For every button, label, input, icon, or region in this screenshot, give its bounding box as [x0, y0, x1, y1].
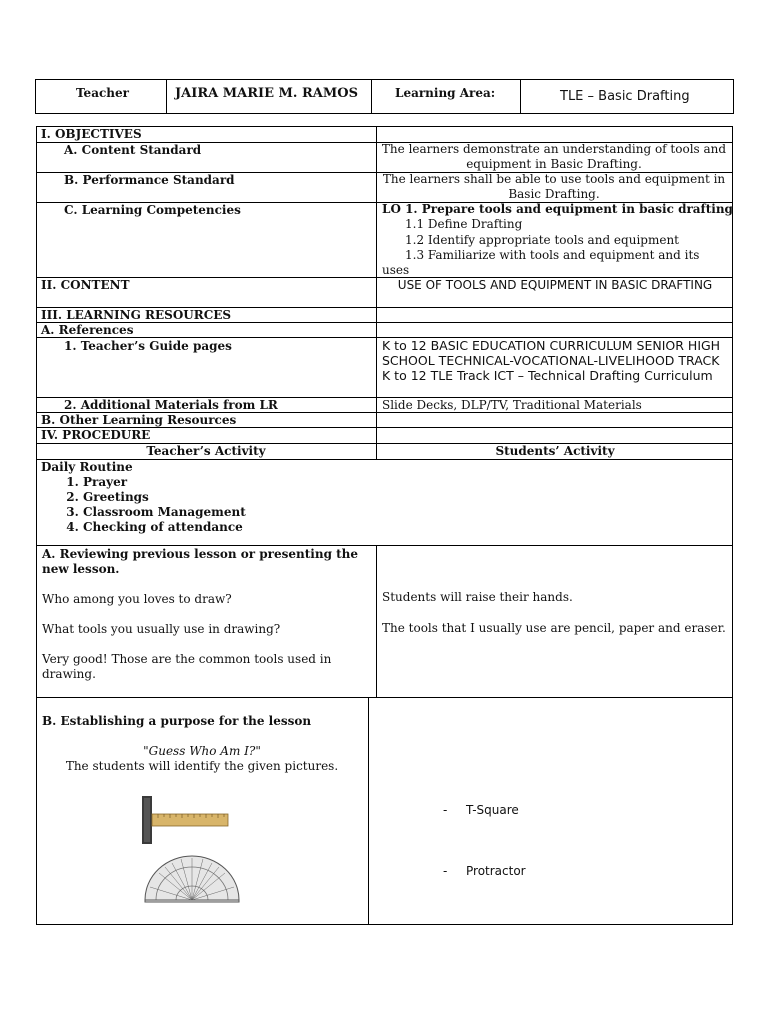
content-standard-label: A. Content Standard	[64, 143, 202, 157]
learning-competencies-label: C. Learning Competencies	[64, 203, 241, 217]
teacher-question-1: Who among you loves to draw?	[42, 592, 232, 606]
references-label: A. References	[41, 323, 134, 337]
other-resources-label: B. Other Learning Resources	[41, 413, 237, 427]
competency-item: 1.1 Define Drafting	[405, 217, 523, 231]
learning-area-value: TLE – Basic Drafting	[560, 89, 690, 104]
content-text: USE OF TOOLS AND EQUIPMENT IN BASIC DRAFTING	[397, 278, 713, 292]
performance-standard-text: The learners shall be able to use tools and equipment in Basic Drafting.	[382, 172, 726, 201]
routine-item: 3. Classroom Management	[83, 505, 363, 520]
student-activity-header: Students’ Activity	[495, 444, 615, 458]
column-divider-upper	[376, 126, 377, 459]
daily-routine-list	[43, 475, 363, 535]
game-title: "Guess Who Am I?"	[143, 744, 261, 758]
resources-title: III. LEARNING RESOURCES	[41, 308, 232, 322]
teacher-activity-header: Teacher’s Activity	[146, 444, 266, 458]
header-divider-1	[166, 79, 167, 114]
competencies-title: LO 1. Prepare tools and equipment in basic drafting	[382, 202, 733, 216]
teachers-guide-label: 1. Teacher’s Guide pages	[64, 339, 232, 353]
additional-materials-text: Slide Decks, DLP/TV, Traditional Materials	[382, 398, 642, 412]
routine-item: 4. Checking of attendance	[83, 520, 363, 535]
row-rule	[36, 459, 733, 460]
answer-bullet: -	[443, 864, 448, 878]
answer-protractor: Protractor	[466, 864, 526, 878]
row-rule	[36, 697, 733, 698]
competency-item: 1.3 Familiarize with tools and equipment and its uses	[382, 248, 700, 277]
routine-item: 2. Greetings	[83, 490, 363, 505]
purpose-title: B. Establishing a purpose for the lesson	[42, 714, 312, 728]
teacher-name: JAIRA MARIE M. RAMOS	[175, 86, 358, 101]
teacher-remark: Very good! Those are the common tools used in drawing.	[42, 652, 332, 681]
content-label: II. CONTENT	[41, 278, 130, 292]
student-answer-1: Students will raise their hands.	[382, 590, 573, 604]
answer-bullet: -	[443, 803, 448, 817]
teacher-question-2: What tools you usually use in drawing?	[42, 622, 281, 636]
additional-materials-label: 2. Additional Materials from LR	[64, 398, 278, 412]
teachers-guide-text: K to 12 BASIC EDUCATION CURRICULUM SENIOR HIGH SCHOOL TECHNICAL-VOCATIONAL-LIVELIHOOD TRACK K to 12 TLE Track ICT – Technical Drafting Curriculum	[382, 338, 721, 383]
column-divider-purpose	[368, 697, 369, 925]
learning-area-label: Learning Area:	[395, 86, 496, 100]
review-title: A. Reviewing previous lesson or presenting the new lesson.	[42, 547, 359, 576]
procedure-title: IV. PROCEDURE	[41, 428, 151, 442]
routine-item: 1. Prayer	[83, 475, 363, 490]
game-instruction: The students will identify the given pictures.	[65, 759, 339, 773]
answer-t-square: T-Square	[466, 803, 519, 817]
performance-standard-label: B. Performance Standard	[64, 173, 235, 187]
daily-routine-title: Daily Routine	[41, 460, 133, 474]
student-answer-2: The tools that I usually use are pencil, paper and eraser.	[382, 621, 726, 635]
protractor-icon	[142, 854, 242, 904]
objectives-title: I. OBJECTIVES	[41, 127, 142, 141]
t-square-icon	[138, 794, 230, 846]
column-divider-review	[376, 545, 377, 697]
competency-item: 1.2 Identify appropriate tools and equipment	[405, 233, 679, 247]
header-divider-2	[371, 79, 372, 114]
teacher-label: Teacher	[76, 86, 129, 100]
row-rule	[36, 545, 733, 546]
header-divider-3	[520, 79, 521, 114]
content-standard-text: The learners demonstrate an understanding of tools and equipment in Basic Drafting.	[381, 142, 727, 171]
